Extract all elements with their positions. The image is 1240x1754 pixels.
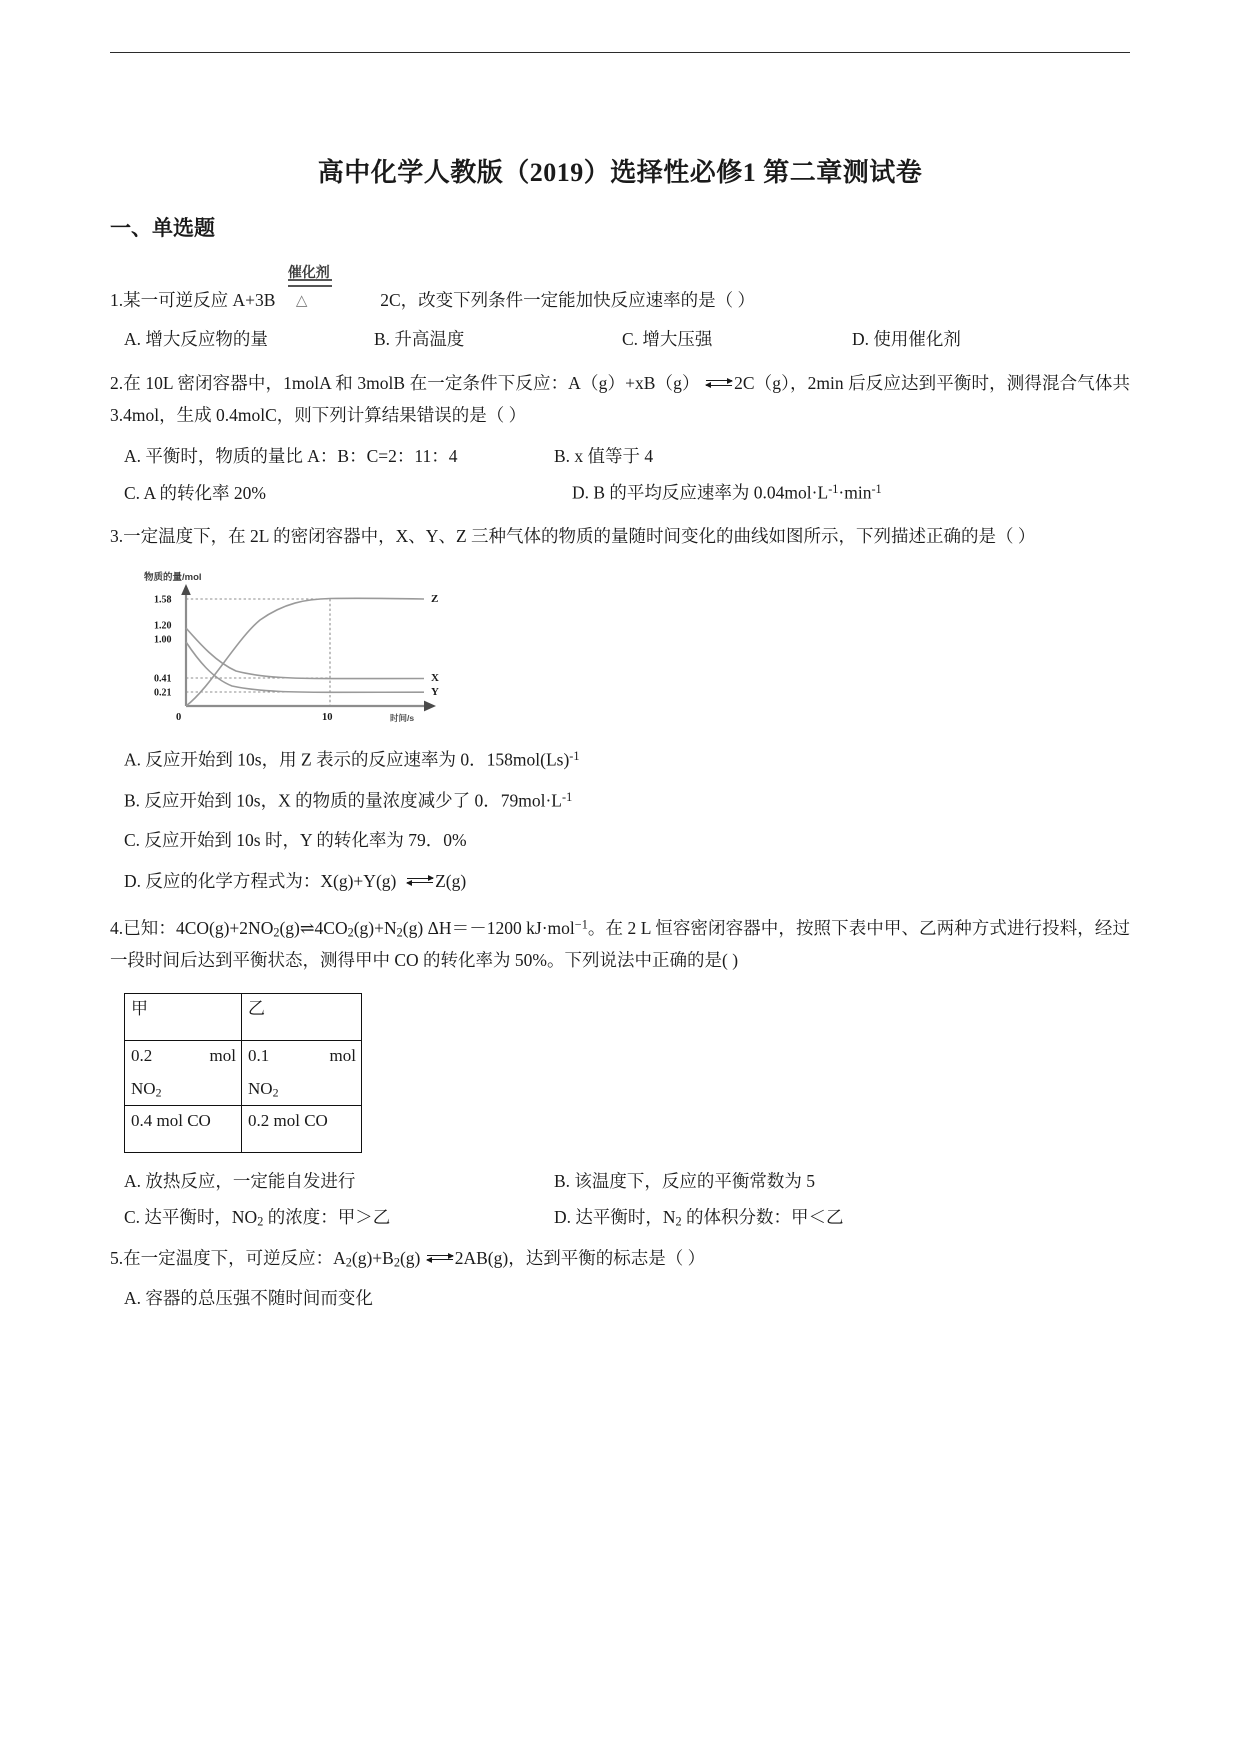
question-2-option-a[interactable]: A. 平衡时，物质的量比 A：B：C=2：11：4 (124, 445, 458, 466)
chart-ytick-1: 1.20 (154, 620, 172, 632)
question-4-option-c-prefix: C. 达平衡时，NO (124, 1206, 258, 1227)
question-3-stem (110, 520, 1130, 552)
question-4-option-a[interactable]: A. 放热反应，一定能自发进行 (124, 1171, 356, 1192)
question-4-option-c-sub: 2 (257, 1214, 264, 1229)
section-heading: 一、单选题 (110, 216, 215, 240)
question-5-stem-prefix: 在一定温度下，可逆反应：A (123, 1247, 346, 1268)
question-5-sub-a2: 2 (345, 1255, 352, 1270)
question-4-stem-part1: 已知：4CO(g)+2NO (123, 918, 274, 938)
question-2-stem (110, 367, 1130, 432)
jia-no2-sub: 2 (155, 1085, 162, 1100)
question-4-options-row2 (110, 1206, 1130, 1229)
equilibrium-arrow-icon (405, 872, 435, 890)
question-3-option-c[interactable]: C. 反应开始到 10s 时，Y 的转化率为 79．0% (124, 830, 467, 851)
question-2-option-d-prefix: D. B 的平均反应速率为 0.04mol·L (572, 482, 829, 503)
question-3-option-b[interactable] (124, 791, 1130, 810)
question-2-option-d[interactable] (572, 483, 882, 502)
table-row (125, 993, 362, 1040)
question-2 (110, 367, 1130, 502)
question-5-stem-mid1: (g)+B (351, 1247, 394, 1268)
question-3-option-d[interactable] (124, 872, 1130, 890)
question-4-stem-part4: (g) ΔH＝－1200 kJ·mol (402, 918, 575, 938)
chart-x-axis-arrow-icon (424, 701, 436, 712)
questions-container (110, 262, 1130, 1330)
chart-ytick-2: 1.00 (154, 634, 172, 646)
question-5-number: 5. (110, 1247, 124, 1268)
chart-ylabel: 物质的量/mol (144, 572, 202, 584)
question-1-option-d[interactable]: D. 使用催化剂 (852, 329, 961, 350)
question-4-number: 4. (110, 918, 124, 938)
question-1-option-b[interactable]: B. 升高温度 (374, 329, 465, 350)
question-3 (110, 520, 1130, 890)
table-header-jia: 甲 (125, 993, 242, 1040)
jia-no2-species: NO (131, 1078, 156, 1098)
q4-sub-co2: 2 (347, 925, 354, 940)
table-cell-yi-co: 0.2 mol CO (242, 1106, 362, 1153)
question-4 (110, 912, 1130, 1228)
question-2-stem-part1: 在 10L 密闭容器中，1molA 和 3molB 在一定条件下反应：A（g）+xB（g） (123, 372, 700, 393)
chart-label-x: X (431, 672, 439, 685)
question-1 (110, 263, 1130, 350)
chart-ytick-4: 0.21 (154, 687, 172, 699)
question-3-option-d-prefix: D. 反应的化学方程式为：X(g)+Y(g) (124, 870, 397, 891)
chart-y-axis-arrow-icon (181, 584, 191, 595)
question-2-option-c[interactable]: C. A 的转化率 20% (124, 482, 266, 503)
yi-no2-amount: 0.1 (248, 1045, 270, 1065)
delta-symbol: △ (295, 293, 308, 309)
table-cell-jia-no2 (125, 1040, 242, 1106)
chart-xlabel: 时间/s (390, 713, 415, 724)
question-4-option-c[interactable] (124, 1206, 554, 1229)
question-5 (110, 1246, 1130, 1308)
question-1-options (110, 331, 1130, 349)
page-title: 高中化学人教版（2019）选择性必修1 第二章测试卷 (317, 158, 923, 187)
chart-svg (128, 568, 458, 728)
table-row (125, 1106, 362, 1153)
question-2-option-d-sup1: -1 (828, 482, 839, 497)
chart-series-y (186, 642, 424, 692)
question-5-stem-mid2: (g) (399, 1247, 421, 1268)
question-4-option-d-suffix: 的体积分数：甲＜乙 (681, 1206, 844, 1227)
q4-sub-no2: 2 (273, 925, 280, 940)
question-4-option-d[interactable] (554, 1206, 844, 1229)
question-5-option-a[interactable]: A. 容器的总压强不随时间而变化 (124, 1288, 373, 1309)
question-2-number: 2. (110, 372, 124, 393)
question-3-chart (128, 568, 458, 728)
question-4-option-d-prefix: D. 达平衡时，N (554, 1206, 676, 1227)
question-5-stem (110, 1246, 1130, 1272)
q4-sub-n2: 2 (396, 925, 403, 940)
question-2-stem-part2: 2C（g），2min 后反应达到平衡时，测得混合气体共 3.4mol，生成 0.4molC，则下列计算结果错误的是（ ） (110, 372, 1130, 426)
question-1-number: 1. (110, 290, 124, 310)
table-cell-yi-no2 (242, 1040, 362, 1106)
question-4-option-d-sub: 2 (675, 1214, 682, 1229)
catalyst-label: 催化剂 (287, 263, 330, 280)
chart-label-z: Z (431, 593, 439, 606)
chart-label-y: Y (431, 686, 439, 699)
question-1-option-a[interactable]: A. 增大反应物的量 (124, 329, 268, 350)
question-3-option-b-sup: -1 (562, 790, 573, 805)
question-3-stem-text: 一定温度下，在 2L 的密闭容器中，X、Y、Z 三种气体的物质的量随时间变化的曲线如图所示，下列描述正确的是（ ） (123, 526, 1036, 546)
jia-no2-amount: 0.2 (131, 1045, 153, 1065)
question-3-option-b-prefix: B. 反应开始到 10s，X 的物质的量浓度减少了 0．79mol·L (124, 790, 562, 811)
header-rule (110, 52, 1130, 53)
question-5-stem-suffix: 2AB(g)，达到平衡的标志是（ ） (454, 1247, 706, 1268)
question-2-option-d-sup2: -1 (871, 482, 882, 497)
question-4-table (124, 993, 362, 1154)
chart-ytick-0: 1.58 (154, 594, 172, 606)
question-4-options-row1 (110, 1173, 1130, 1191)
table-row (125, 1040, 362, 1106)
chart-series-x (186, 628, 424, 679)
question-1-stem (110, 263, 1130, 313)
question-3-option-d-suffix: Z(g) (435, 870, 467, 891)
question-2-options-row1 (110, 445, 1130, 466)
question-4-stem (110, 912, 1130, 977)
catalyst-arrow-icon (280, 263, 376, 309)
question-4-stem-part3: (g)+N (353, 918, 397, 938)
chart-series-z (186, 599, 424, 707)
question-1-stem-after: 2C，改变下列条件一定能加快反应速率的是（ ） (380, 290, 755, 310)
table-header-yi: 乙 (242, 993, 362, 1040)
question-1-option-c[interactable]: C. 增大压强 (622, 329, 713, 350)
question-4-stem-part5: 。在 2 L 恒容密闭容器中，按照下表中甲、乙两种方式进行投料，经过一段时间后达到平衡状态，测得甲中 CO 的转化率为 50%。下列说法中正确的是( ) (110, 918, 1130, 971)
chart-xtick-1: 10 (322, 712, 333, 724)
equilibrium-arrow-icon (425, 1249, 455, 1267)
question-1-stem-before: 某一可逆反应 A+3B (123, 290, 276, 310)
question-3-option-a-sup: -1 (569, 749, 580, 764)
equilibrium-arrow-icon (704, 374, 734, 392)
yi-no2-sub: 2 (272, 1085, 279, 1100)
question-2-options-row2 (110, 483, 1130, 502)
question-4-option-b[interactable]: B. 该温度下，反应的平衡常数为 5 (554, 1171, 816, 1192)
yi-no2-unit: mol (329, 1045, 356, 1065)
question-2-option-d-mid: ·min (838, 482, 872, 503)
question-3-option-a-prefix: A. 反应开始到 10s，用 Z 表示的反应速率为 0．158mol(Ls) (124, 749, 570, 770)
chart-xtick-0: 0 (176, 712, 182, 724)
question-4-stem-part2: (g)⇌4CO (279, 918, 348, 938)
table-cell-jia-co: 0.4 mol CO (125, 1106, 242, 1153)
question-3-option-a[interactable] (124, 750, 1130, 769)
question-4-option-c-suffix: 的浓度：甲＞乙 (263, 1206, 391, 1227)
question-3-number: 3. (110, 526, 124, 546)
yi-no2-species: NO (248, 1078, 273, 1098)
question-5-sub-b2: 2 (393, 1255, 400, 1270)
chart-ytick-3: 0.41 (154, 673, 172, 685)
question-2-option-b[interactable]: B. x 值等于 4 (554, 445, 654, 466)
reversible-arrow-icon (288, 277, 334, 289)
question-4-stem-sup: −1 (574, 917, 588, 932)
jia-no2-unit: mol (209, 1045, 236, 1065)
